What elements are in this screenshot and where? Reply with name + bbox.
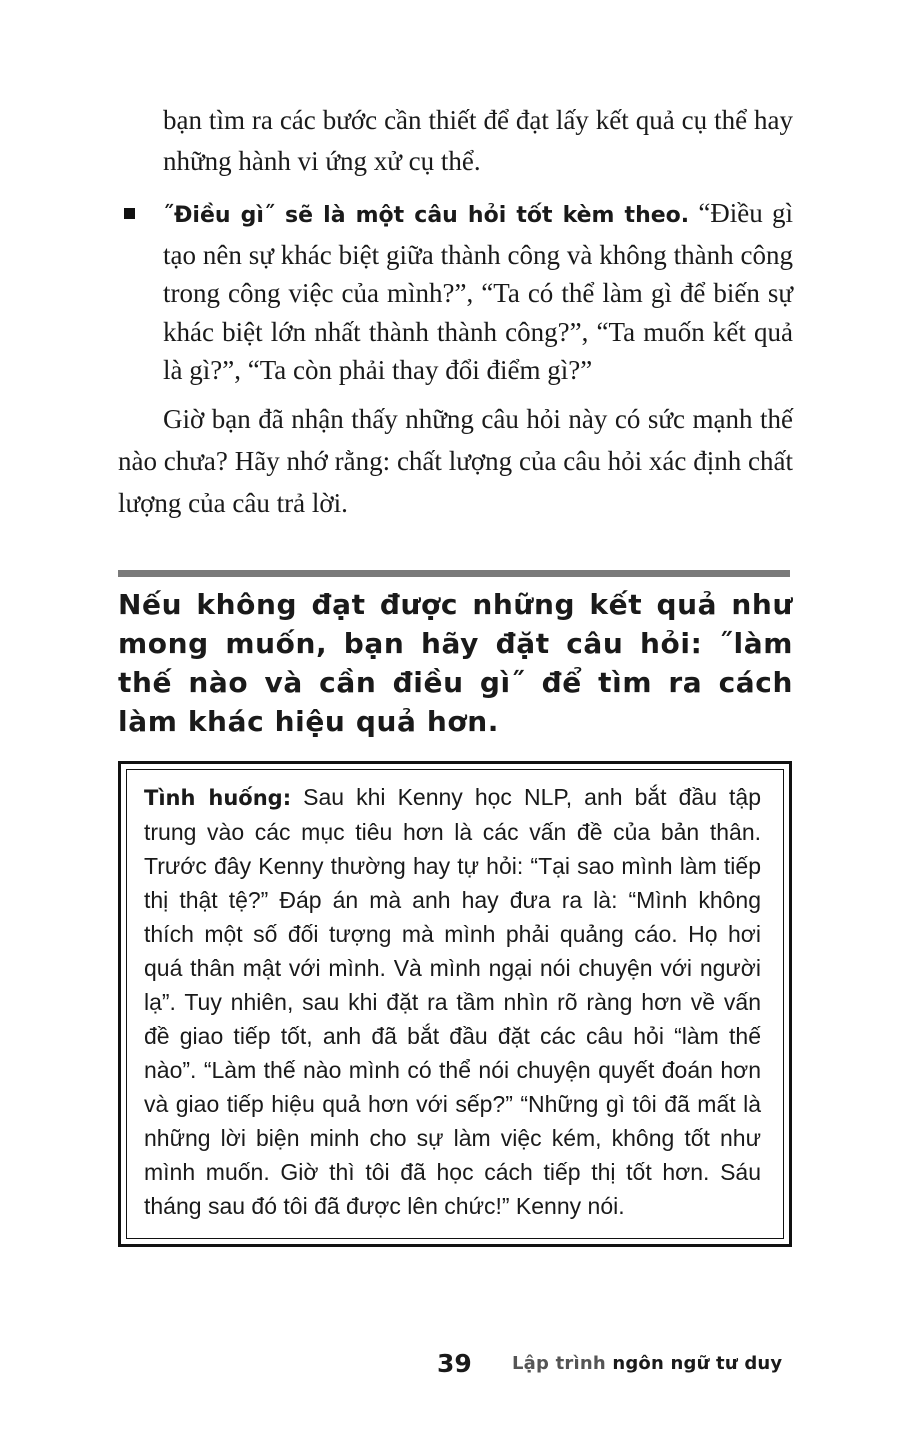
bullet-body: “Điều gì tạo nên sự khác biệt giữa thành công và không thành công trong công việc của mình?”, “Ta có thể làm gì để biến sự khác biệt lớn nhất thành thành công?”, “Ta muốn kết quả là gì?”, “Ta còn phải thay đổi điểm gì?”: [163, 198, 793, 385]
continuation-paragraph: bạn tìm ra các bước cần thiết để đạt lấy kết quả cụ thể hay những hành vi ứng xử cụ thể.: [163, 105, 793, 176]
page-footer: [0, 1347, 910, 1387]
case-study-text: [144, 780, 761, 1223]
bullet-text: [163, 194, 793, 390]
bullet-lead: ˝Điều gì˝ sẽ là một câu hỏi tốt kèm theo.: [163, 203, 690, 228]
square-bullet-icon: [124, 208, 135, 219]
section-divider: [118, 570, 790, 577]
page-number: 39: [437, 1349, 472, 1378]
summary-paragraph: Giờ bạn đã nhận thấy những câu hỏi này có sức mạnh thế nào chưa? Hãy nhớ rằng: chất lượng của câu hỏi xác định chất lượng của câu trả lời.: [118, 404, 793, 518]
running-title-part1: Lập trình: [512, 1353, 606, 1374]
running-title-part2: ngôn ngữ tư duy: [605, 1353, 783, 1374]
case-study-label: Tình huống:: [144, 786, 292, 810]
running-title: [512, 1351, 782, 1377]
case-study-body: Sau khi Kenny học NLP, anh bắt đầu tập trung vào các mục tiêu hơn là các vấn đề của bản thân. Trước đây Kenny thường hay tự hỏi: “Tại sao mình làm tiếp thị thật tệ?” Đáp án mà anh hay đưa ra là: “Mình không thích một số đối tượng mà mình phải quảng cáo. Họ hơi quá thân mật với mình. Và mình ngại nói chuyện với người lạ”. Tuy nhiên, sau khi đặt ra tầm nhìn rõ ràng hơn về vấn đề giao tiếp tốt, anh đã bắt đầu đặt các câu hỏi “làm thế nào”. “Làm thế nào mình có thể nói chuyện quyết đoán hơn và giao tiếp hiệu quả hơn với sếp?” “Những gì tôi đã mất là những lời biện minh cho sự làm việc kém, không tốt như mình muốn. Giờ thì tôi đã học cách tiếp thị tốt hơn. Sáu tháng sau đó tôi đã được lên chức!” Kenny nói.: [144, 784, 761, 1219]
case-study-box: [118, 761, 792, 1247]
section-heading: Nếu không đạt được những kết quả như mong muốn, bạn hãy đặt câu hỏi: ˝làm thế nào và cần điều gì˝ để tìm ra cách làm khác hiệu quả hơn.: [118, 588, 793, 738]
